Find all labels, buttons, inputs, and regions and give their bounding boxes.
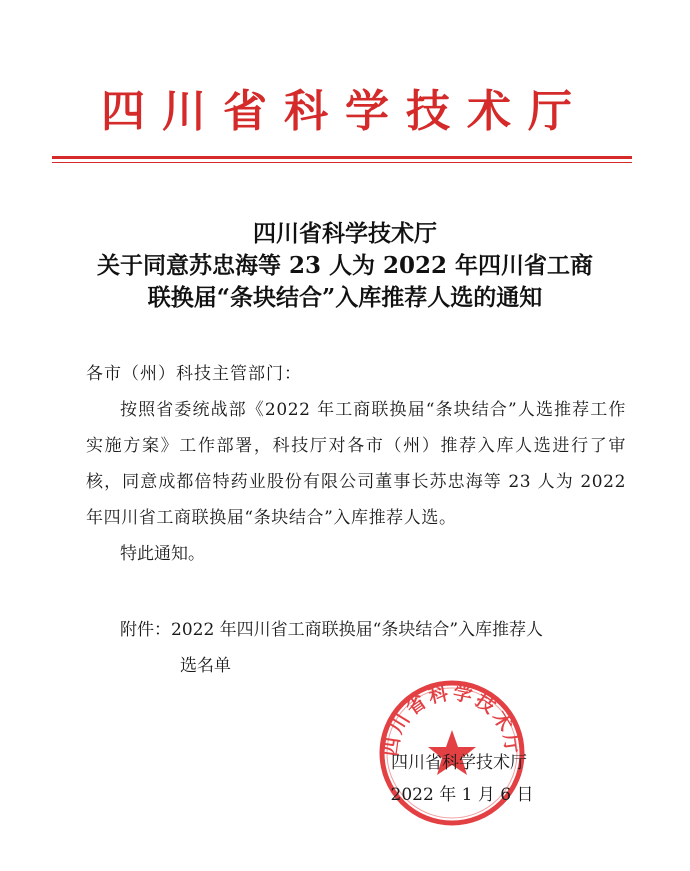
document-body — [86, 356, 626, 572]
issue-date: 2022 年 1 月 6 日 — [390, 785, 534, 805]
title-line-2: 关于同意苏忠海等 23 人为 2022 年四川省工商 — [96, 252, 594, 279]
body-paragraph: 按照省委统战部《2022 年工商联换届“条块结合”人选推荐工作实施方案》工作部署，科技厅对各市（州）推荐入库人选进行了审核，同意成都倍特药业股份有限公司董事长苏忠海等 23 人为 2022 年四川省工商联换届“条块结合”入库推荐人选。 — [86, 400, 626, 528]
issuer-name: 四川省科学技术厅 — [391, 753, 527, 773]
masthead-title: 四川省科学技术厅 — [101, 86, 589, 137]
seal-text: 四川省科学技术厅 — [380, 681, 524, 758]
salutation: 各市（州）科技主管部门： — [86, 364, 302, 384]
closing-remark: 特此通知。 — [120, 544, 205, 564]
masthead-rule-thin — [52, 162, 632, 163]
title-line-1: 四川省科学技术厅 — [253, 220, 437, 247]
attachment-line-1: 附件：2022 年四川省工商联换届“条块结合”入库推荐人 — [120, 620, 544, 640]
attachment-note — [120, 612, 626, 684]
masthead-rule-thick — [52, 156, 632, 159]
document-title — [40, 218, 650, 314]
title-line-3: 联换届“条块结合”入库推荐人选的通知 — [147, 284, 543, 311]
attachment-line-2: 选名单 — [180, 656, 231, 676]
signature-block — [364, 747, 554, 811]
